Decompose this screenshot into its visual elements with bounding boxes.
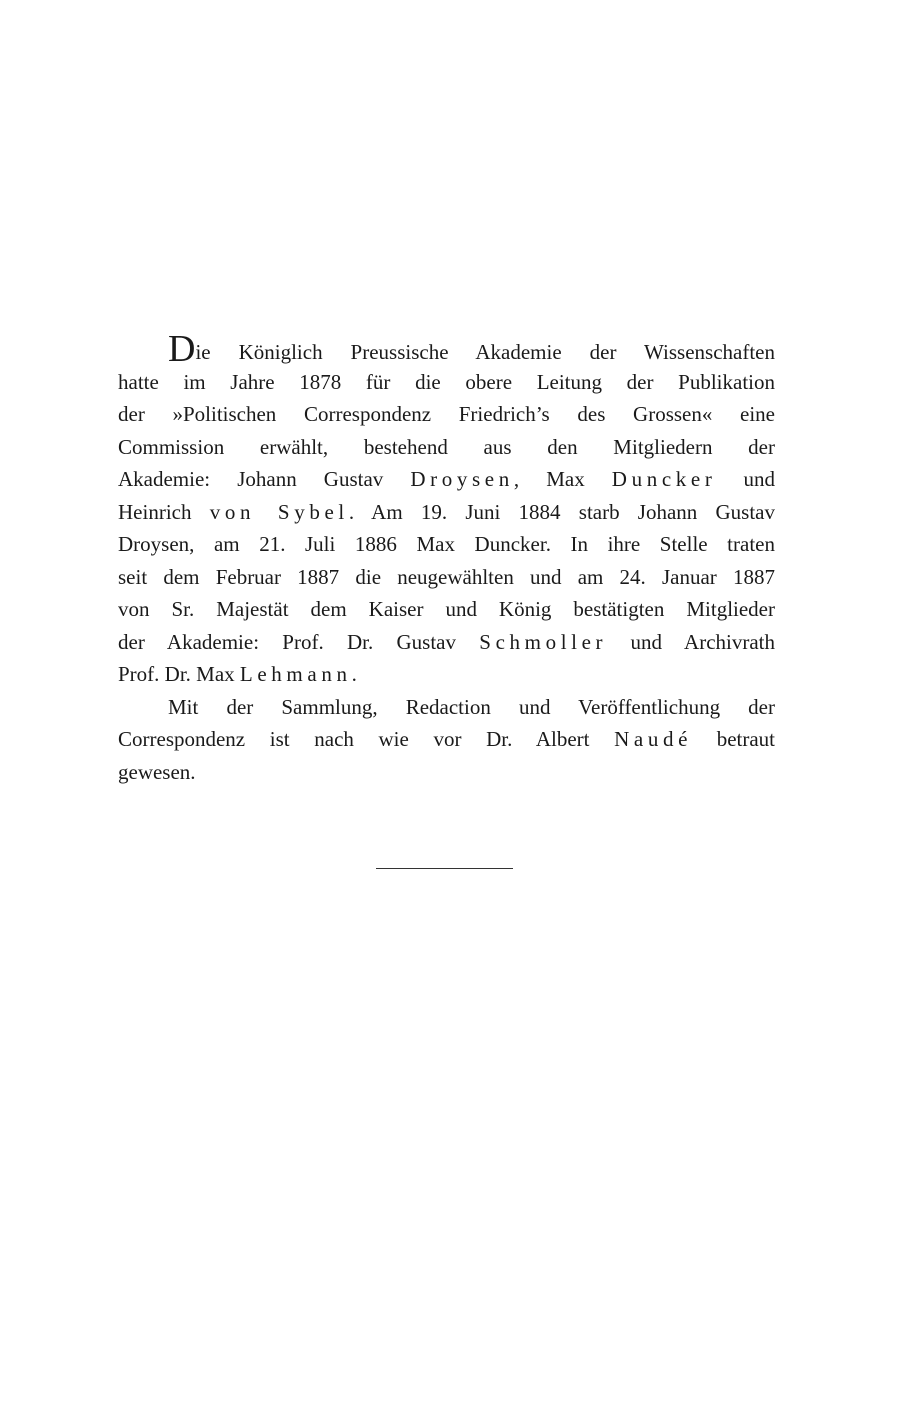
paragraph-1-line-4: Commission erwählt, bestehend aus den Mitgliedern der [118,434,775,459]
paragraph-2-line-1: Mit der Sammlung, Redaction und Veröffentlichung der [168,694,775,719]
name-naude: Naudé [614,727,693,751]
paragraph-1-line-8: seit dem Februar 1887 die neugewählten und am 24. Januar 1887 [118,564,775,589]
drop-cap: D [168,328,196,370]
paragraph-2-line-2: Correspondenz ist nach wie vor Dr. Albert Naudé betraut [118,727,776,751]
name-droysen: Droysen [410,467,514,491]
paragraph-1-line-1: Die Königlich Preussische Akademie der Wissenschaften [168,328,775,370]
body-text [118,328,776,788]
paragraph-1-line-10: der Akademie: Prof. Dr. Gustav Schmoller und Archivrath [118,629,776,654]
paragraph-1-line-9: von Sr. Majestät dem Kaiser und König bestätigten Mitglieder [118,597,775,621]
paragraph-2-line-3: gewesen. [118,759,196,784]
paragraph-1-line-7: Droysen, am 21. Juli 1886 Max Duncker. In ihre Stelle traten [118,532,775,556]
paragraph-1-line-11: Prof. Dr. Max Lehmann. [118,662,357,686]
horizontal-rule [376,868,513,869]
name-duncker: Duncker [611,467,717,491]
paragraph-1-line-5: Akademie: Johann Gustav Droysen, Max Duncker und [118,467,776,491]
name-von-sybel: von Sybel [209,499,349,524]
paragraph-1-line-2: hatte im Jahre 1878 für die obere Leitung der Publikation [118,369,775,394]
paragraph-1-line-6: Heinrich von Sybel. Am 19. Juni 1884 starb Johann Gustav [118,499,776,524]
name-schmoller: Schmoller [479,629,608,654]
name-lehmann: Lehmann [239,662,352,686]
paragraph-1-line-3: der »Politischen Correspondenz Friedrich’s des Grossen« eine [118,402,775,426]
